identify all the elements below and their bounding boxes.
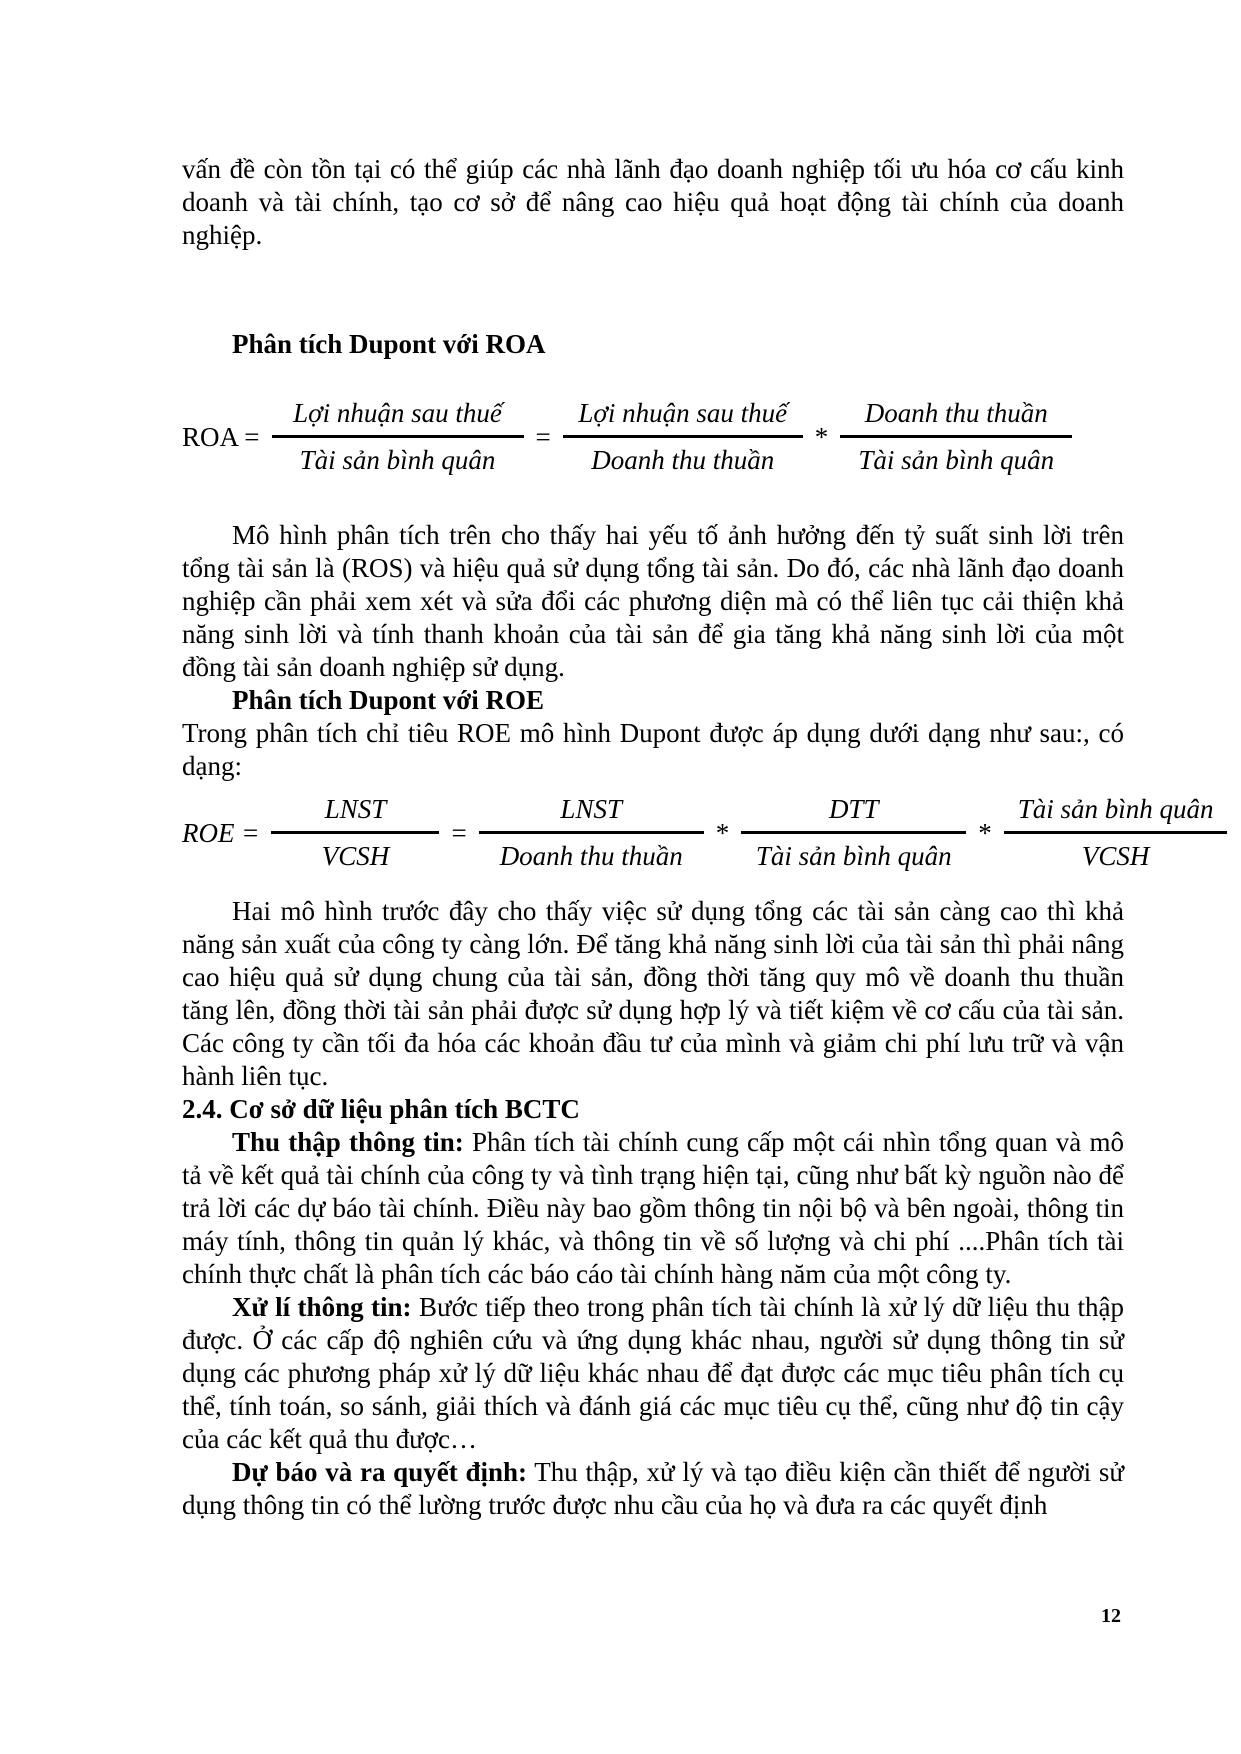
roa-paragraph: Mô hình phân tích trên cho thấy hai yếu tố ảnh hưởng đến tỷ suất sinh lời trên tổng tài sản là (ROS) và hiệu quả sử dụng tổng tài sản. Do đó, các nhà lãnh đạo doanh nghiệp cần phải xem xét và sửa đổi các phương diện mà có thể liên tục cải thiện khả năng sinh lời và tính thanh khoản của tài sản để gia tăng khả năng sinh lời của một đồng tài sản doanh nghiệp sử dụng. xyxy=(182,520,1124,682)
fraction-numerator: Doanh thu thuần xyxy=(840,397,1072,438)
fraction-denominator: Tài sản bình quân xyxy=(755,841,952,871)
roe-paragraph: Hai mô hình trước đây cho thấy việc sử dụng tổng các tài sản càng cao thì khả năng sản xuất của công ty càng lớn. Để tăng khả năng sinh lời của tài sản thì phải nâng cao hiệu quả sử dụng chung của tài sản, đồng thời tăng quy mô về doanh thu thuần tăng lên, đồng thời tài sản phải được sử dụng hợp lý và tiết kiệm về cơ cấu của tài sản. Các công ty cần tối đa hóa các khoản đầu tư của mình và giảm chi phí lưu trữ và vận hành liên tục. xyxy=(182,896,1124,1091)
paragraph-lead: Dự báo và ra quyết định: xyxy=(232,1457,527,1487)
multiply-operator: * xyxy=(715,817,730,848)
roa-fraction-2 xyxy=(563,397,803,477)
fraction-denominator: VCSH xyxy=(321,841,390,871)
page-number: 12 xyxy=(1101,1605,1121,1627)
fraction-numerator: LNST xyxy=(271,793,439,834)
fraction-numerator: DTT xyxy=(741,793,966,834)
equals-operator: = xyxy=(451,817,467,848)
roe-fraction-3 xyxy=(741,793,966,873)
section-24-heading: 2.4. Cơ sở dữ liệu phân tích BCTC xyxy=(182,1094,580,1124)
fraction-numerator: Lợi nhuận sau thuế xyxy=(563,397,803,438)
paragraph-lead: Xử lí thông tin: xyxy=(232,1292,412,1322)
fraction-denominator: VCSH xyxy=(1081,841,1150,871)
roe-intro-paragraph: Trong phân tích chỉ tiêu ROE mô hình Dupont được áp dụng dưới dạng như sau:, có dạng: xyxy=(182,718,1124,781)
roe-fraction-2 xyxy=(479,793,704,873)
roa-formula-lhs: ROA = xyxy=(182,421,260,452)
fraction-numerator: Lợi nhuận sau thuế xyxy=(272,397,524,438)
paragraph-text: Bước tiếp theo trong phân tích tài chính là xử lý dữ liệu thu thập được. Ở các cấp độ nghiên cứu và ứng dụng khác nhau, người sử dụng thông tin sử dụng các phương pháp xử lý dữ liệu khác nhau để đạt được các mục tiêu phân tích cụ thể, tính toán, so sánh, giải thích và đánh giá các mục tiêu cụ thể, cũng như độ tin cậy của các kết quả thu được… xyxy=(182,1292,1124,1454)
fraction-denominator: Doanh thu thuần xyxy=(591,445,775,475)
multiply-operator: * xyxy=(978,817,992,848)
paragraph-xu-li-thong-tin xyxy=(182,1291,1124,1456)
roa-formula xyxy=(182,397,1124,477)
paragraph-lead: Thu thập thông tin: xyxy=(232,1127,464,1157)
fraction-numerator: Tài sản bình quân xyxy=(1004,793,1228,834)
roa-fraction-1 xyxy=(272,397,524,477)
roa-fraction-3 xyxy=(840,397,1072,477)
multiply-operator: * xyxy=(814,421,829,452)
fraction-numerator: LNST xyxy=(479,793,704,834)
fraction-denominator: Doanh thu thuần xyxy=(499,841,683,871)
paragraph-thu-thap-thong-tin xyxy=(182,1126,1124,1291)
roe-section-heading: Phân tích Dupont với ROE xyxy=(232,685,545,715)
fraction-denominator: Tài sản bình quân xyxy=(858,445,1055,475)
equals-operator: = xyxy=(535,421,551,452)
roe-fraction-4 xyxy=(1004,793,1228,873)
roe-formula xyxy=(182,793,1214,873)
paragraph-text: Thu thập, xử lý và tạo điều kiện cần thiết để người sử dụng thông tin có thể lường trước được nhu cầu của họ và đưa ra các quyết định xyxy=(182,1457,1124,1520)
paragraph-text: Phân tích tài chính cung cấp một cái nhìn tổng quan và mô tả về kết quả tài chính của công ty và tình trạng hiện tại, cũng như bất kỳ nguồn nào để trả lời các dự báo tài chính. Điều này bao gồm thông tin nội bộ và bên ngoài, thông tin máy tính, thông tin quản lý khác, và thông tin về số lượng và chi phí ....Phân tích tài chính thực chất là phân tích các báo cáo tài chính hàng năm của một công ty. xyxy=(182,1127,1125,1289)
roe-fraction-1 xyxy=(271,793,439,873)
paragraph-du-bao-quyet-dinh xyxy=(182,1456,1124,1522)
page-content xyxy=(182,153,1214,1522)
roa-section-heading: Phân tích Dupont với ROA xyxy=(232,329,546,359)
roe-formula-lhs: ROE = xyxy=(182,817,260,848)
fraction-denominator: Tài sản bình quân xyxy=(299,445,496,475)
intro-paragraph: vấn đề còn tồn tại có thể giúp các nhà lãnh đạo doanh nghiệp tối ưu hóa cơ cấu kinh doanh và tài chính, tạo cơ sở để nâng cao hiệu quả hoạt động tài chính của doanh nghiệp. xyxy=(182,154,1124,250)
